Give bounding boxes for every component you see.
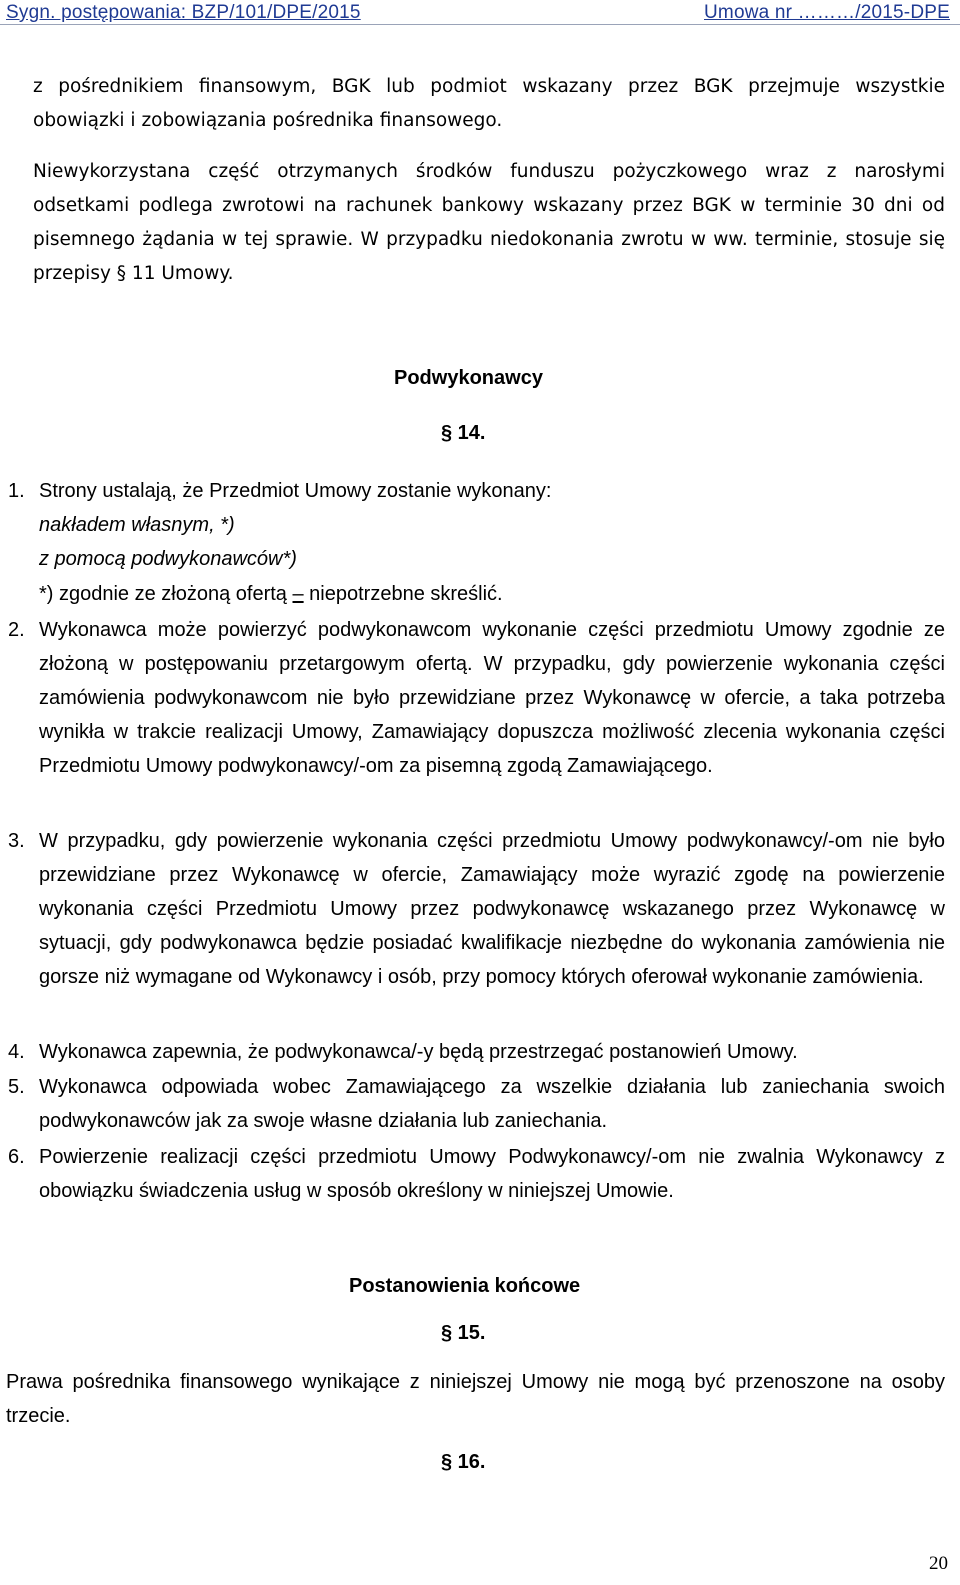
list-text: Wykonawca odpowiada wobec Zamawiającego za wszelkie działania lub zaniechania swoich podwykonawców jak za swoje własne działania lub zaniechania. [39,1076,945,1132]
list-text: Powierzenie realizacji części przedmiotu Umowy Podwykonawcy/-om nie zwalnia Wykonawcy z obowiązku świadczenia usług w sposób określony w niniejszej Umowie. [39,1146,945,1202]
contract-number: Umowa nr ………/2015-DPE [704,2,950,23]
list-text: Strony ustalają, że Przedmiot Umowy zostanie wykonany: [39,480,552,502]
intro-paragraph-1: z pośrednikiem finansowym, BGK lub podmiot wskazany przez BGK przejmuje wszystkie obowiązki i zobowiązania pośrednika finansowego. [33,76,945,131]
option-note [39,577,503,611]
note-suffix: niepotrzebne skreślić. [303,583,503,605]
section-number-16: § 16. [441,1451,486,1473]
option-subcontractors: z pomocą podwykonawców*) [39,548,297,570]
list-text: Wykonawca zapewnia, że podwykonawca/-y będą przestrzegać postanowień Umowy. [39,1041,798,1063]
section-number-14: § 14. [441,422,486,444]
option-own-resources: nakładem własnym, *) [39,514,235,536]
list-item-4 [8,1035,945,1069]
list-number: 5. [8,1076,25,1098]
list-number: 6. [8,1146,25,1168]
list-number: 4. [8,1041,25,1063]
list-number: 2. [8,619,25,641]
note-dash: – [292,583,304,605]
section-15-text: Prawa pośrednika finansowego wynikające z niniejszej Umowy nie mogą być przenoszone na osoby trzecie. [6,1371,945,1427]
list-item-6 [8,1140,945,1208]
page-header [0,0,960,25]
intro-paragraph-2: Niewykorzystana część otrzymanych środków funduszu pożyczkowego wraz z narosłymi odsetkami podlega zwrotowi na rachunek bankowy wskazany przez BGK w terminie 30 dni od pisemnego żądania w tej sprawie. W przypadku niedokonania zwrotu w ww. terminie, stosuje się przepisy § 11 Umowy. [33,161,945,284]
section-number-15: § 15. [441,1322,486,1344]
list-text: W przypadku, gdy powierzenie wykonania części przedmiotu Umowy podwykonawcy/-om nie było przewidziane przez Wykonawcę w ofercie, Zamawiający może wyrazić zgodę na powierzenie wykonania części Przedmiotu Umowy przez podwykonawcę wskazanego przez Wykonawcę w sytuacji, gdy podwykonawca będzie posiadać kwalifikacje niezbędne do wykonania zamówienia nie gorsze niż wymagane od Wykonawcy i osób, przy pomocy których oferował wykonanie zamówienia. [39,830,945,988]
list-text: Wykonawca może powierzyć podwykonawcom wykonanie części przedmiotu Umowy zgodnie ze złożoną w postępowaniu przetargowym ofertą. W przypadku, gdy powierzenie wykonania części zamówienia podwykonawcom nie było przewidziane przez Wykonawcę w ofercie, a taka potrzeba wynikła w trakcie realizacji Umowy, Zamawiający dopuszcza możliwość zlecenia wykonania części Przedmiotu Umowy podwykonawcy/-om za pisemną zgodą Zamawiającego. [39,619,945,777]
list-item-3 [8,824,945,994]
section-title-subcontractors: Podwykonawcy [394,367,543,389]
section-title-final-provisions: Postanowienia końcowe [349,1275,581,1297]
list-item-2 [8,613,945,783]
case-reference: Sygn. postępowania: BZP/101/DPE/2015 [6,2,361,23]
list-number: 3. [8,830,25,852]
list-item-1 [8,474,945,508]
list-number: 1. [8,480,25,502]
list-item-5 [8,1070,945,1138]
page-number: 20 [929,1553,948,1574]
note-prefix: *) zgodnie ze złożoną ofertą [39,583,293,605]
